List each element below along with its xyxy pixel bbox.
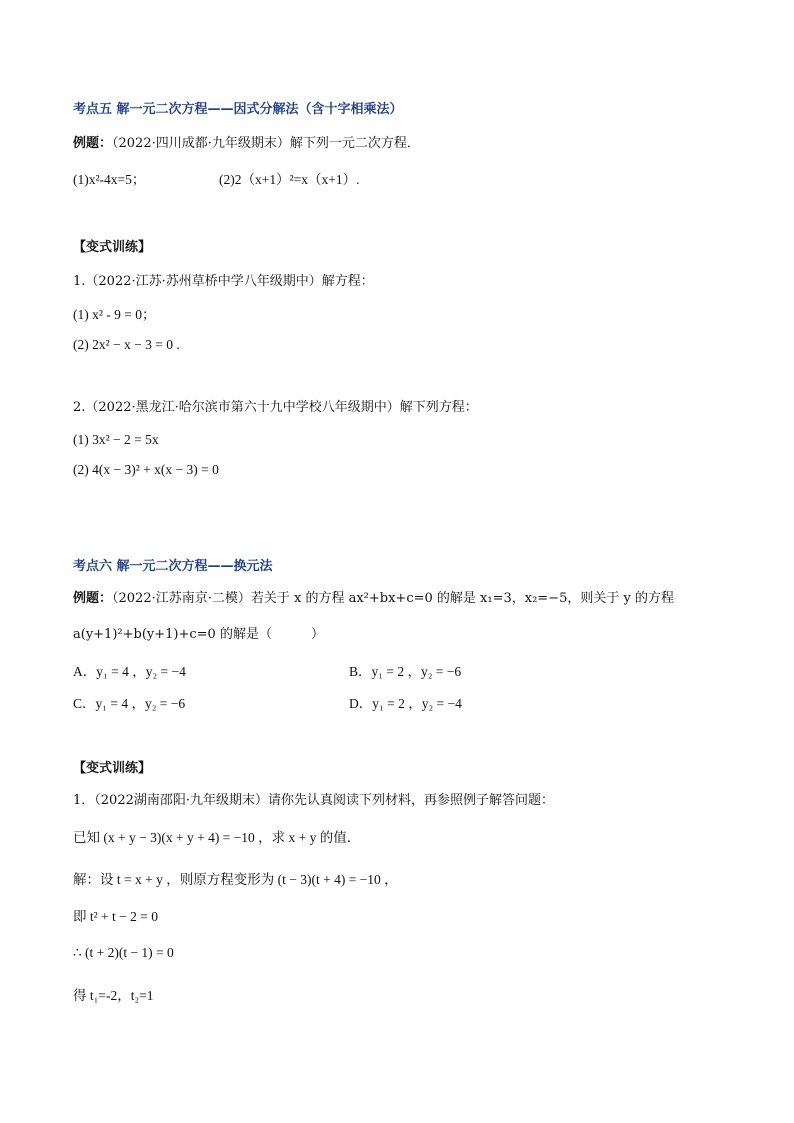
option-d xyxy=(349,695,462,713)
option-letter: C． xyxy=(73,696,96,711)
example-label: 例题： xyxy=(73,136,113,151)
training-2-given: 已知 (x + y − 3)(x + y + 4) = −10 ，求 x + y 的值． xyxy=(73,830,361,845)
training-2-q1-intro: 1．（2022湖南邵阳·九年级期末）请你先认真阅读下列材料，再参照例子解答问题： xyxy=(73,793,554,808)
training-1-q1-a: (1) x² - 9 = 0； xyxy=(73,307,156,322)
training-1-q2-intro: 2.（2022·黑龙江·哈尔滨市第六十九中学校八年级期中）解下列方程： xyxy=(73,400,478,415)
option-c xyxy=(73,695,185,713)
training-1-q2-b: (2) 4(x − 3)² + x(x − 3) = 0 xyxy=(73,462,219,477)
option-text: y₁ = 4 ，y₂ = −6 xyxy=(95,696,186,711)
training-1-q2-a: (1) 3x² − 2 = 5x xyxy=(73,432,159,447)
section-6-heading: 考点六 解一元二次方程——换元法 xyxy=(73,559,273,574)
option-letter: A． xyxy=(73,664,97,679)
option-b xyxy=(349,663,461,681)
example-label: 例题： xyxy=(73,591,113,606)
solution-line-1: 解：设 t = x + y ，则原方程变形为 (t − 3)(t + 4) = −10 ， xyxy=(73,872,398,887)
equation-1: (1)x²-4x=5； xyxy=(73,172,146,187)
equation-2-container xyxy=(219,171,360,189)
training-1-q1-intro: 1.（2022·江苏·苏州草桥中学八年级期中）解方程： xyxy=(73,274,374,289)
equation-2: (2)2（x+1）²=x（x+1）. xyxy=(219,172,360,187)
section-5-heading: 考点五 解一元二次方程——因式分解法（含十字相乘法） xyxy=(73,102,403,117)
option-text: y₁ = 2 ，y₂ = −6 xyxy=(371,664,462,679)
training-1-q1-b: (2) 2x² − x − 3 = 0 . xyxy=(73,337,180,352)
training-1-heading: 【变式训练】 xyxy=(73,240,152,255)
example-text: （2022·江苏南京·二模）若关于 x 的方程 ax²+bx+c=0 的解是 x₁=3，x₂=−5，则关于 y 的方程 xyxy=(112,591,674,606)
example-text: （2022·四川成都·九年级期末）解下列一元二次方程． xyxy=(112,136,420,151)
training-2-heading: 【变式训练】 xyxy=(73,761,152,776)
solution-line-4: 得 t₁=-2，t₂=1 xyxy=(73,988,154,1003)
solution-line-3: ∴ (t + 2)(t − 1) = 0 xyxy=(73,945,174,960)
section-5-equations xyxy=(73,171,145,189)
option-text: y₁ = 2 ，y₂ = −4 xyxy=(372,696,462,711)
section-6-example-continued: a(y+1)²+b(y+1)+c=0 的解是（ ） xyxy=(73,627,324,642)
section-6-example xyxy=(73,590,674,608)
option-text: y₁ = 4 ，y₂ = −4 xyxy=(96,664,186,679)
option-letter: B． xyxy=(349,664,372,679)
option-a xyxy=(73,663,186,681)
option-letter: D． xyxy=(349,696,373,711)
solution-line-2: 即 t² + t − 2 = 0 xyxy=(73,909,159,924)
section-5-example xyxy=(73,135,420,153)
